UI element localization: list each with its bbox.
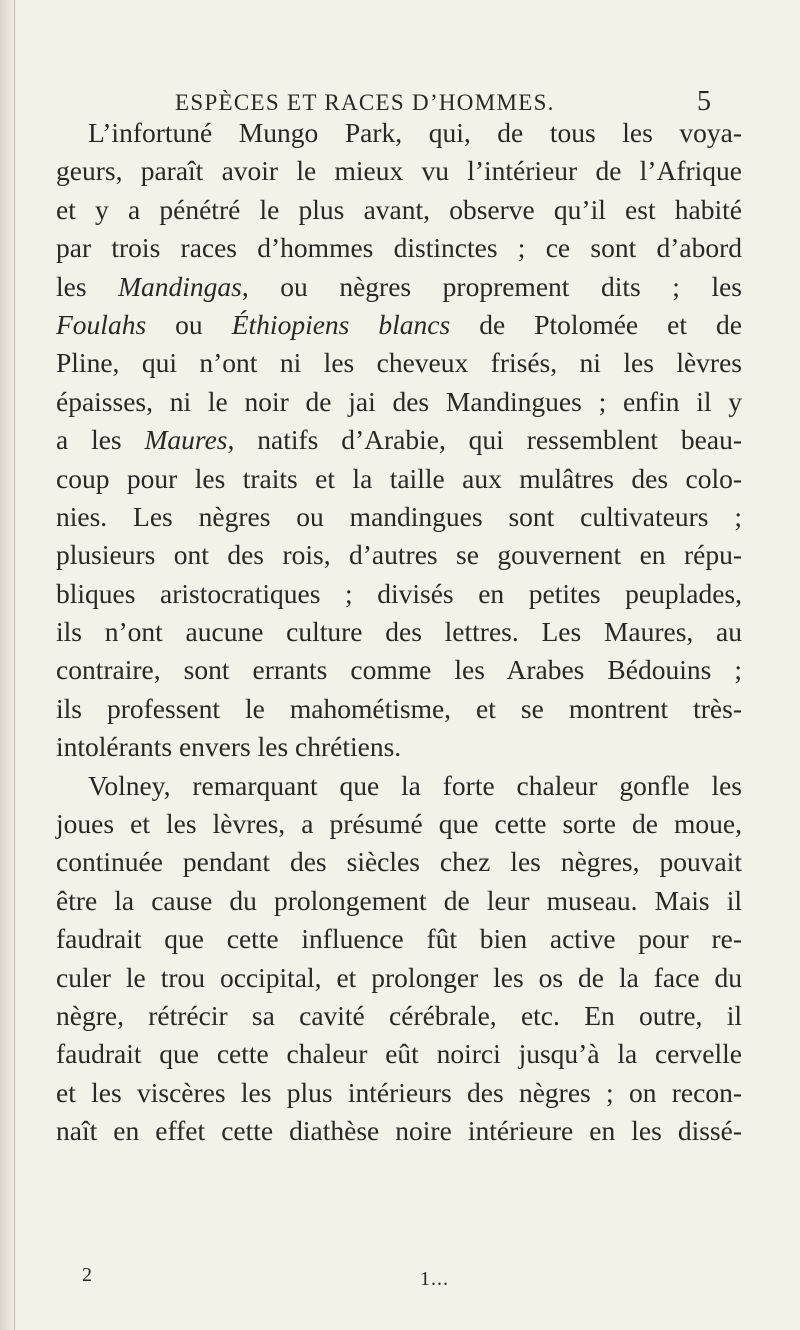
text-segment: faudrait que cette chaleur eût noirci jusqu’à la cervelle	[56, 1038, 742, 1070]
text-segment: bliques aristocratiques ; divisés en petites peuplades,	[56, 577, 742, 609]
text-segment: joues et les lèvres, a présumé que cette sorte de moue,	[56, 808, 742, 840]
text-segment: contraire, sont errants comme les Arabes Bédouins ;	[56, 654, 742, 686]
text-line	[56, 1035, 742, 1073]
text-segment: et y a pénétré le plus avant, observe qu’il est habité	[56, 193, 742, 225]
italic-term: Maures	[144, 424, 228, 456]
text-segment: culer le trou occipital, et prolonger les os de la face du	[56, 961, 742, 993]
text-segment: plusieurs ont des rois, d’autres se gouvernent en répu-	[56, 539, 742, 571]
text-segment: intolérants envers les chrétiens.	[56, 731, 402, 763]
text-segment: , ou nègres proprement dits ; les	[241, 270, 742, 302]
text-segment: nègre, rétrécir sa cavité cérébrale, etc. En outre, il	[56, 999, 742, 1031]
text-line	[56, 690, 742, 728]
text-line	[56, 460, 742, 498]
text-line	[56, 498, 742, 536]
page-number: 5	[697, 86, 711, 117]
signature-mark: 2	[82, 1264, 92, 1286]
text-line	[56, 575, 742, 613]
text-segment: a les	[56, 424, 145, 456]
text-line	[56, 805, 742, 843]
page-footer	[0, 1264, 800, 1294]
text-line	[56, 114, 742, 152]
text-line	[56, 613, 742, 651]
text-line	[56, 229, 742, 267]
text-segment: les	[56, 270, 119, 302]
text-line	[56, 997, 742, 1035]
text-segment: , natifs d’Arabie, qui ressemblent beau-	[227, 424, 742, 456]
text-segment: Pline, qui n’ont ni les cheveux frisés, ni les lèvres	[56, 347, 742, 379]
text-line	[56, 268, 742, 306]
text-line	[56, 536, 742, 574]
text-segment: par trois races d’hommes distinctes ; ce sont d’abord	[56, 232, 742, 264]
text-line	[56, 152, 742, 190]
body-text	[56, 114, 742, 1151]
text-line	[56, 383, 742, 421]
text-line	[56, 728, 742, 766]
text-line	[56, 344, 742, 382]
text-segment: nies. Les nègres ou mandingues sont cultivateurs ;	[56, 500, 742, 532]
text-segment: Volney, remarquant que la forte chaleur gonfle les	[88, 769, 742, 801]
text-line	[56, 421, 742, 459]
text-segment: ou	[146, 308, 232, 340]
italic-term: Foulahs	[56, 308, 147, 340]
text-segment: être la cause du prolongement de leur museau. Mais il	[56, 884, 742, 916]
text-segment: geurs, paraît avoir le mieux vu l’intérieur de l’Afrique	[56, 155, 742, 187]
text-segment: ils professent le mahométisme, et se montrent très-	[56, 692, 742, 724]
text-segment: continuée pendant des siècles chez les nègres, pouvait	[56, 846, 742, 878]
text-segment: faudrait que cette influence fût bien active pour re-	[56, 923, 742, 955]
text-line	[56, 1074, 742, 1112]
text-line	[56, 843, 742, 881]
italic-term: Éthiopiens blancs	[231, 308, 451, 340]
text-segment: et les viscères les plus intérieurs des nègres ; on recon-	[56, 1076, 742, 1108]
text-segment: coup pour les traits et la taille aux mulâtres des colo-	[56, 462, 742, 494]
text-segment: ils n’ont aucune culture des lettres. Les Maures, au	[56, 616, 742, 648]
text-line	[56, 191, 742, 229]
page-spine-line	[14, 0, 15, 1330]
text-line	[56, 1112, 742, 1150]
text-line	[56, 767, 742, 805]
text-segment: L’infortuné Mungo Park, qui, de tous les voya-	[88, 117, 742, 148]
italic-term: Mandingas	[118, 270, 242, 302]
text-line	[56, 920, 742, 958]
text-segment: épaisses, ni le noir de jai des Mandingues ; enfin il y	[56, 385, 742, 417]
text-line	[56, 959, 742, 997]
text-line	[56, 651, 742, 689]
running-title: ESPÈCES ET RACES D’HOMMES.	[175, 90, 555, 115]
running-head	[0, 72, 800, 117]
text-segment: naît en effet cette diathèse noire intérieure en les dissé-	[56, 1115, 742, 1147]
text-segment: de Ptolomée et de	[450, 308, 742, 340]
text-line	[56, 882, 742, 920]
catchword: 1...	[420, 1268, 449, 1290]
text-line	[56, 306, 742, 344]
